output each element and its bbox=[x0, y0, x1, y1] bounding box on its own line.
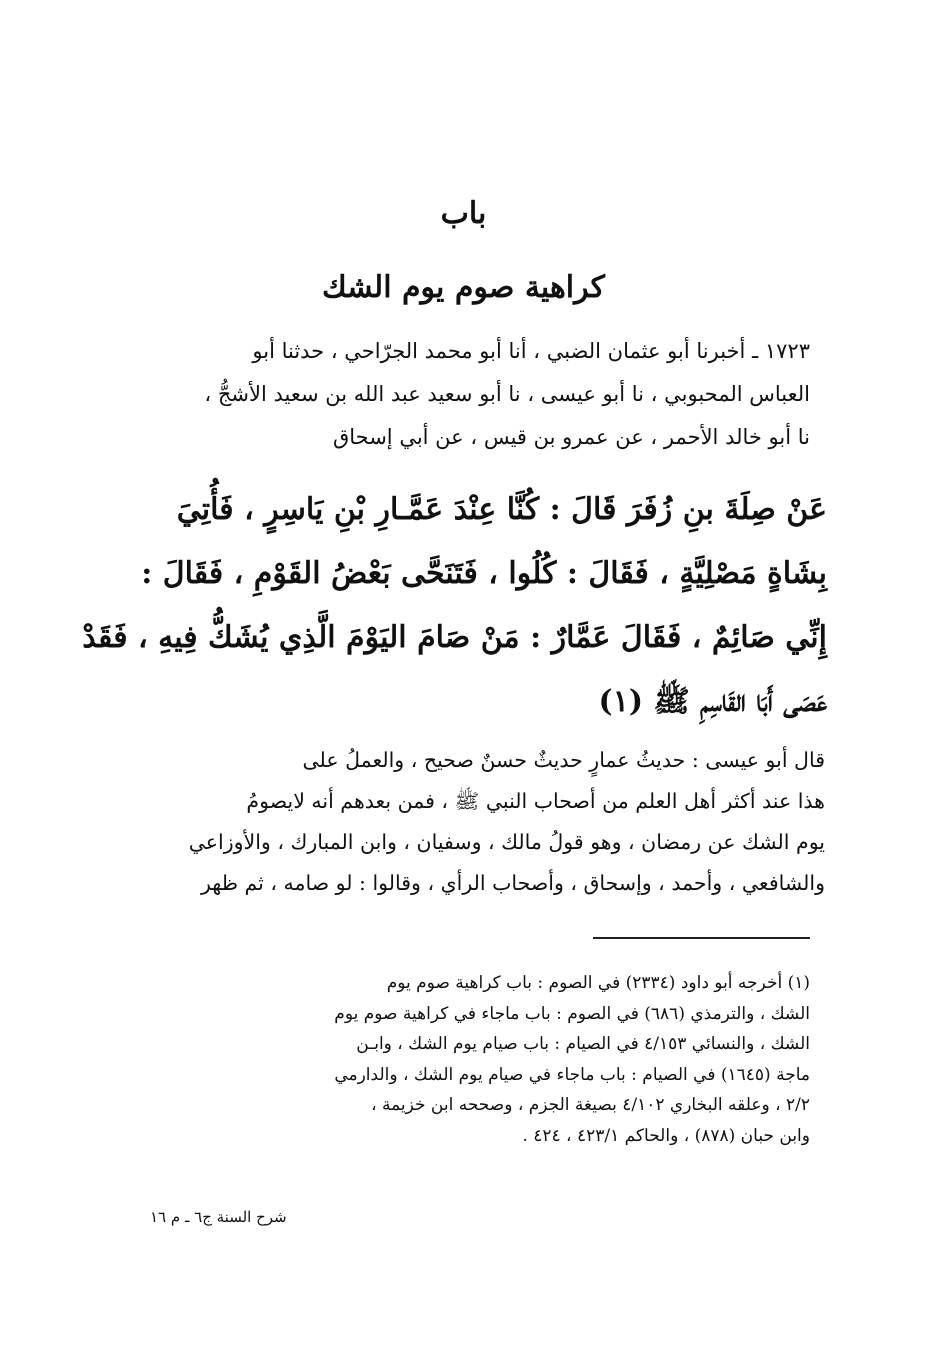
isnad-line: العباس المحبوبي ، نا أبو عيسى ، نا أبو سعيد عبد الله بن سعيد الأشجُّ ، bbox=[204, 382, 810, 406]
chapter-title: كراهية صوم يوم الشك bbox=[322, 270, 605, 305]
hadith-line: بِشَاةٍ مَصْلِيَّةٍ ، فَقَالَ : كُلُوا ، فَتَنَحَّى بَعْضُ القَوْمِ ، فَقَالَ : bbox=[141, 556, 827, 591]
commentary-line: هذا عند أكثر أهل العلم من أصحاب النبي ﷺ ، فمن بعدهم أنه لايصومُ bbox=[246, 789, 825, 813]
isnad-block bbox=[150, 330, 810, 459]
footnote-line: (١) أخرجه أبو داود (٢٣٣٤) في الصوم : باب كراهية صوم يوم bbox=[386, 973, 810, 993]
footnote-line: الشك ، والترمذي (٦٨٦) في الصوم : باب ماجاء في كراهية صوم يوم bbox=[334, 1003, 810, 1024]
footnote-line: وابن حبان (٨٧٨) ، والحاكم ٤٢٣/١ ، ٤٢٤ . bbox=[522, 1125, 810, 1146]
footnote-line: الشك ، والنسائي ٤/١٥٣ في الصيام : باب صيام يوم الشك ، وابـن bbox=[356, 1034, 810, 1054]
chapter-label: باب bbox=[440, 196, 487, 231]
footnote-divider bbox=[593, 937, 810, 939]
commentary-line: يوم الشك عن رمضان ، وهو قولُ مالك ، وسفيان ، وابن المبارك ، والأوزاعي bbox=[188, 830, 825, 854]
commentary-line: والشافعي ، وأحمد ، وإسحاق ، وأصحاب الرأي ، وقالوا : لو صامه ، ثم ظهر bbox=[200, 871, 825, 895]
isnad-line: ١٧٢٣ ـ أخبرنا أبو عثمان الضبي ، أنا أبو محمد الجرّاحي ، حدثنا أبو bbox=[252, 339, 810, 363]
footnote-line: ٢/٢ ، وعلقه البخاري ٤/١٠٢ بصيغة الجزم ، وصححه ابن خزيمة ، bbox=[371, 1095, 810, 1115]
signature-mark: شرح السنة ج٦ ـ م ١٦ bbox=[150, 1208, 287, 1226]
hadith-line: عَنْ صِلَةَ بنِ زُفَرَ قَالَ : كُنَّا عِنْدَ عَمَّـارِ بْنِ يَاسِرٍ ، فَأُتِيَ bbox=[176, 492, 827, 527]
isnad-line: نا أبو خالد الأحمر ، عن عمرو بن قيس ، عن أبي إسحاق bbox=[332, 425, 810, 449]
commentary-line: قال أبو عيسى : حديثُ عمارٍ حديثٌ حسنٌ صحيح ، والعملُ على bbox=[302, 748, 825, 772]
footnote-line: ماجة (١٦٤٥) في الصيام : باب ماجاء في صيام يوم الشك ، والدارمي bbox=[334, 1064, 810, 1085]
commentary-block bbox=[120, 740, 825, 904]
hadith-text bbox=[82, 478, 827, 734]
hadith-line: عَصَى أَبَا القَاسِمِ ﷺ (١) bbox=[598, 684, 827, 719]
hadith-line: إِنِّي صَائِمٌ ، فَقَالَ عَمَّارٌ : مَنْ صَامَ اليَوْمَ الَّذِي يُشَكُّ فِيهِ ، فَقَدْ bbox=[82, 620, 827, 655]
footnote-block bbox=[145, 968, 810, 1151]
